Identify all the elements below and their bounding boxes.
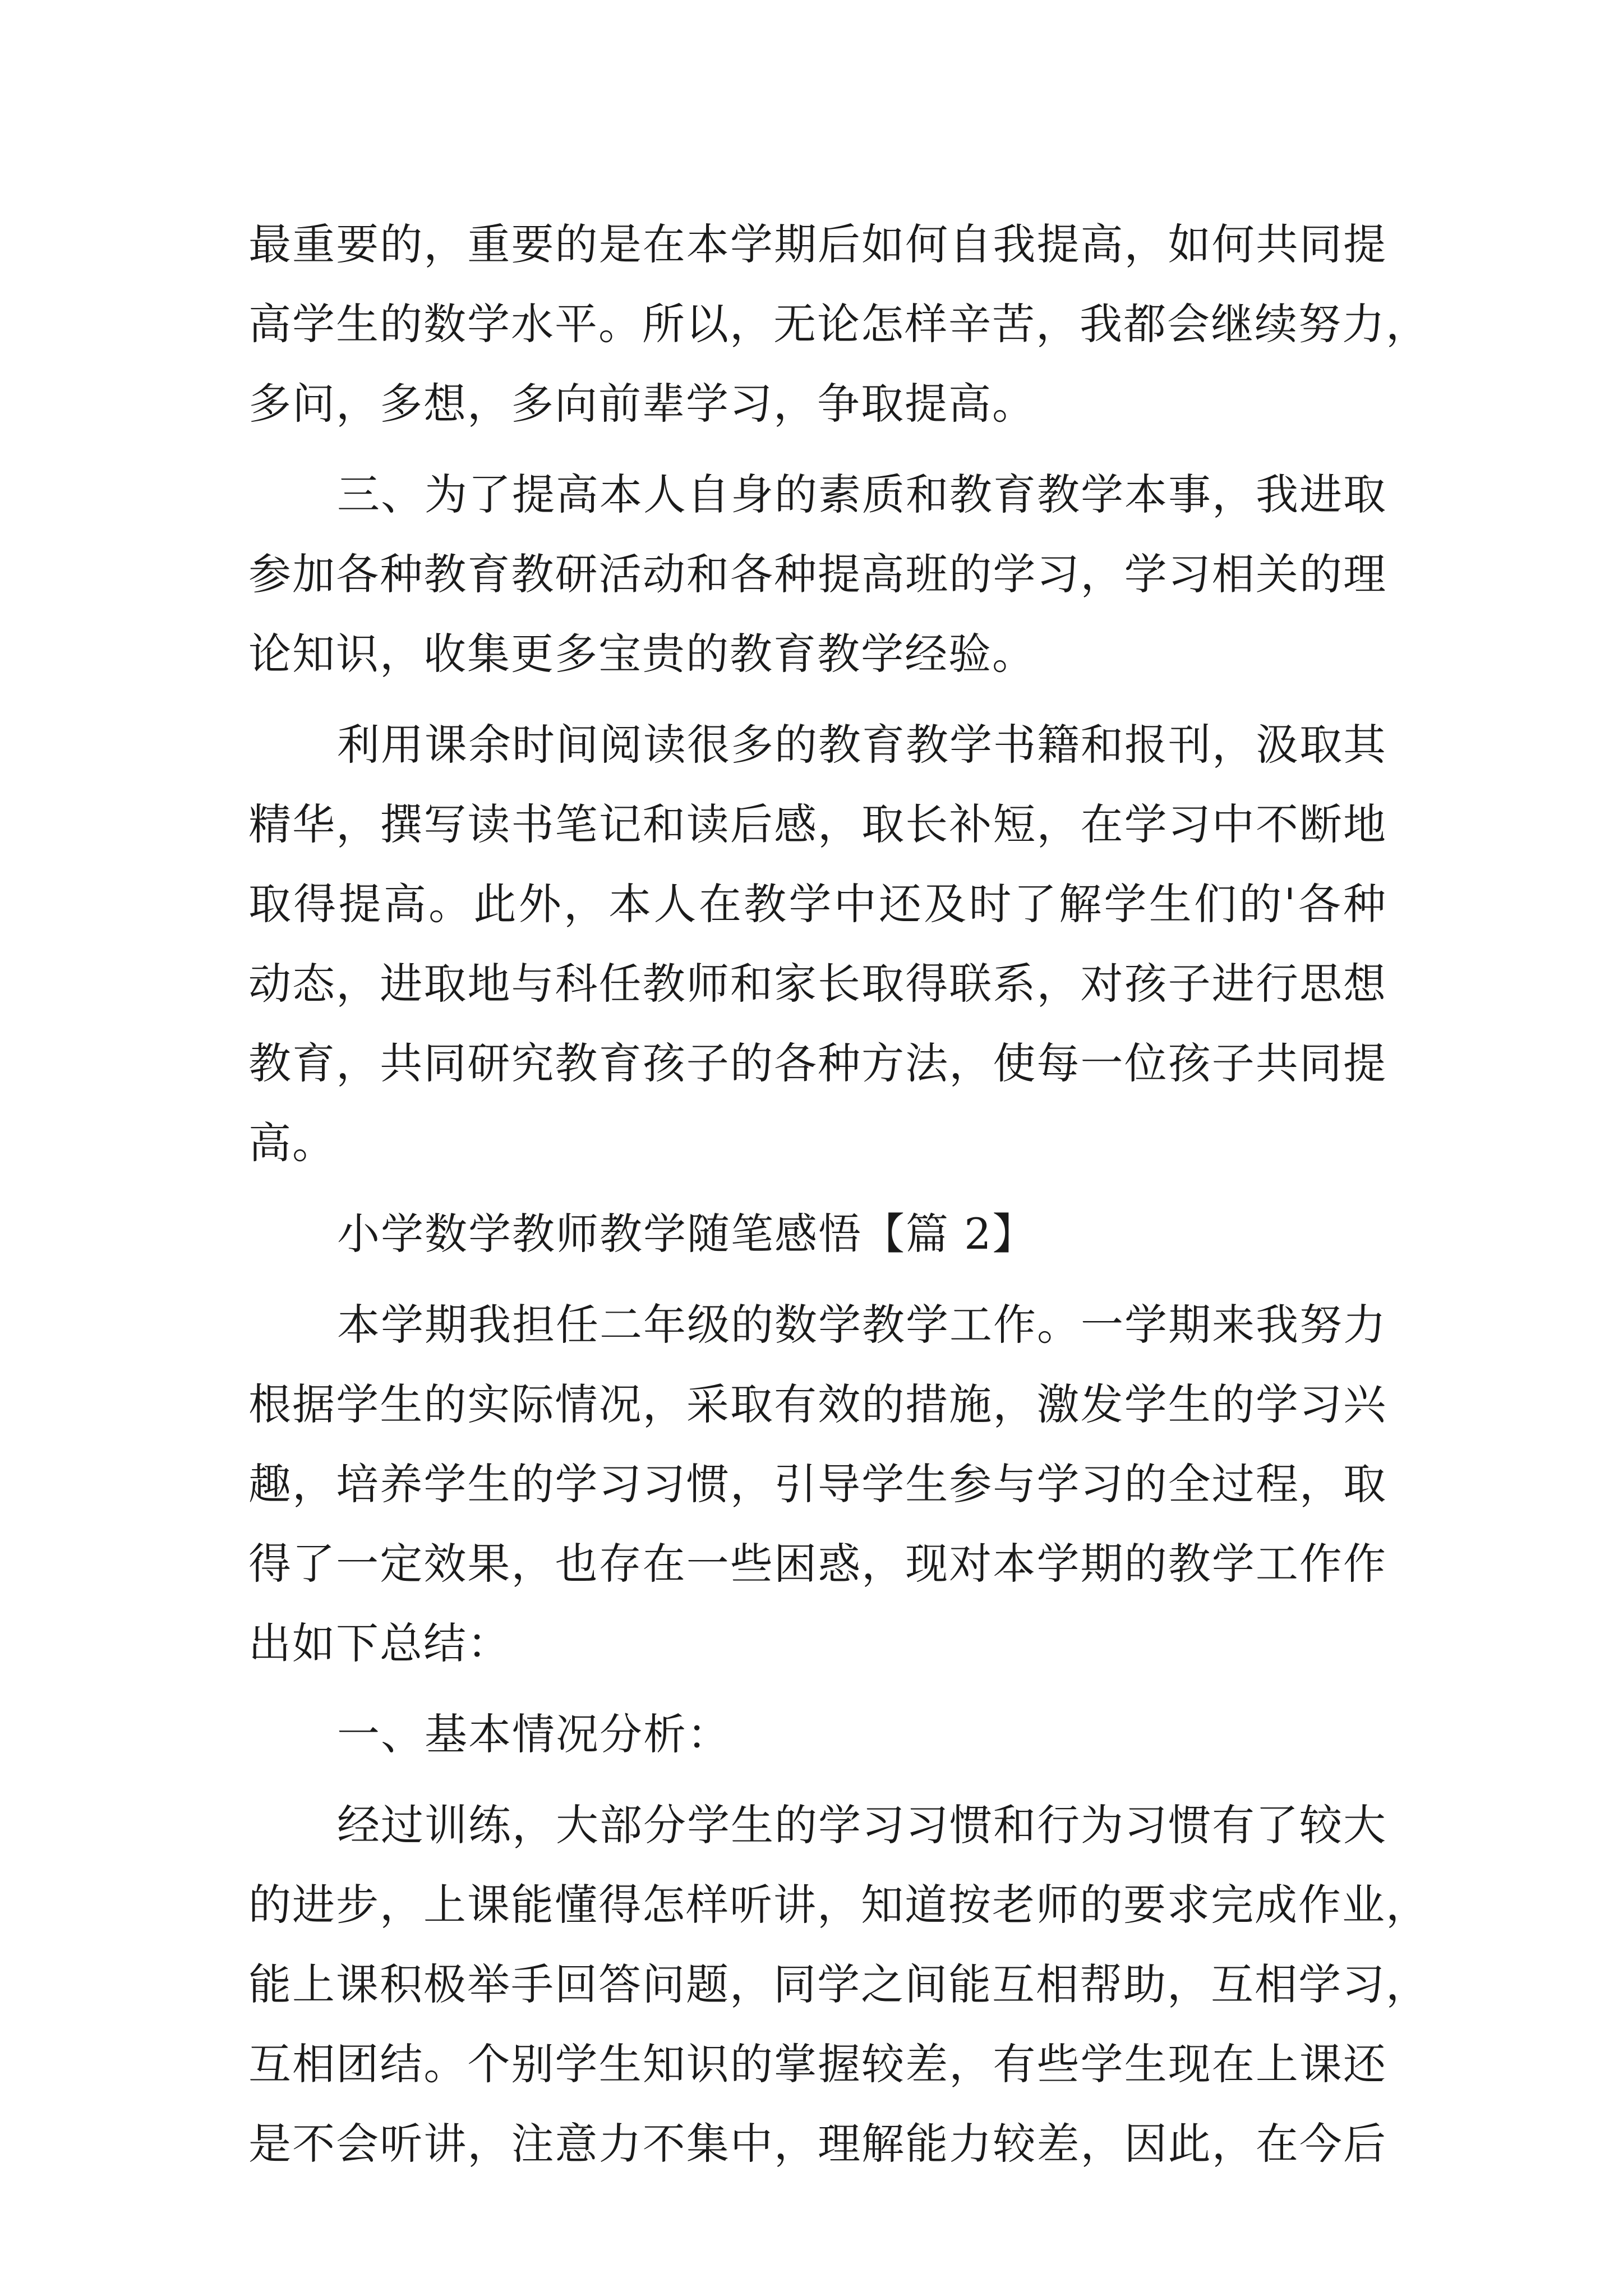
text-line: 最重要的，重要的是在本学期后如何自我提高，如何共同提 xyxy=(248,219,1387,269)
section-heading xyxy=(248,1194,1387,1274)
text-line: 教育，共同研究教育孩子的各种方法，使每一位孩子共同提 xyxy=(248,1038,1387,1088)
text-line: 根据学生的实际情况，采取有效的措施，激发学生的学习兴 xyxy=(248,1379,1387,1429)
text-line: 取得提高。此外，本人在教学中还及时了解学生们的'各种 xyxy=(248,879,1387,929)
paragraph xyxy=(248,1786,1430,2184)
text-line: 趣，培养学生的学习习惯，引导学生参与学习的全过程，取 xyxy=(248,1459,1387,1509)
text-line: 是不会听讲，注意力不集中，理解能力较差，因此，在今后 xyxy=(248,2119,1387,2169)
text-line: 出如下总结： xyxy=(248,1618,511,1668)
text-line: 本学期我担任二年级的数学教学工作。一学期来我努力 xyxy=(337,1300,1387,1350)
text-line: 的进步，上课能懂得怎样听讲，知道按老师的要求完成作业， xyxy=(248,1880,1430,1930)
text-line: 利用课余时间阅读很多的教育教学书籍和报刊，汲取其 xyxy=(337,720,1387,770)
text-line: 得了一定效果，也存在一些困惑，现对本学期的教学工作作 xyxy=(248,1539,1387,1589)
text-line: 高。 xyxy=(248,1118,336,1168)
paragraph xyxy=(248,455,1387,694)
text-line: 一、基本情况分析： xyxy=(337,1709,731,1759)
text-line: 互相团结。个别学生知识的掌握较差，有些学生现在上课还 xyxy=(248,2039,1387,2089)
text-line: 动态，进取地与科任教师和家长取得联系，对孩子进行思想 xyxy=(248,959,1387,1009)
text-line: 小学数学教师教学随笔感悟【篇 2】 xyxy=(337,1209,1036,1259)
paragraph xyxy=(248,1285,1387,1683)
text-line: 三、为了提高本人自身的素质和教育教学本事，我进取 xyxy=(337,470,1387,519)
text-line: 论知识，收集更多宝贵的教育教学经验。 xyxy=(248,629,1036,679)
body-text xyxy=(248,205,1430,2184)
text-line: 参加各种教育教研活动和各种提高班的学习，学习相关的理 xyxy=(248,549,1387,599)
text-line: 精华，撰写读书笔记和读后感，取长补短，在学习中不断地 xyxy=(248,799,1387,849)
text-line: 高学生的数学水平。所以，无论怎样辛苦，我都会继续努力， xyxy=(248,299,1430,349)
paragraph xyxy=(248,205,1430,444)
text-line: 多问，多想，多向前辈学习，争取提高。 xyxy=(248,379,1036,429)
text-line: 经过训练，大部分学生的学习习惯和行为习惯有了较大 xyxy=(337,1800,1387,1850)
text-line: 能上课积极举手回答问题，同学之间能互相帮助，互相学习， xyxy=(248,1959,1430,2009)
paragraph xyxy=(248,705,1387,1183)
paragraph xyxy=(248,1695,1387,1774)
